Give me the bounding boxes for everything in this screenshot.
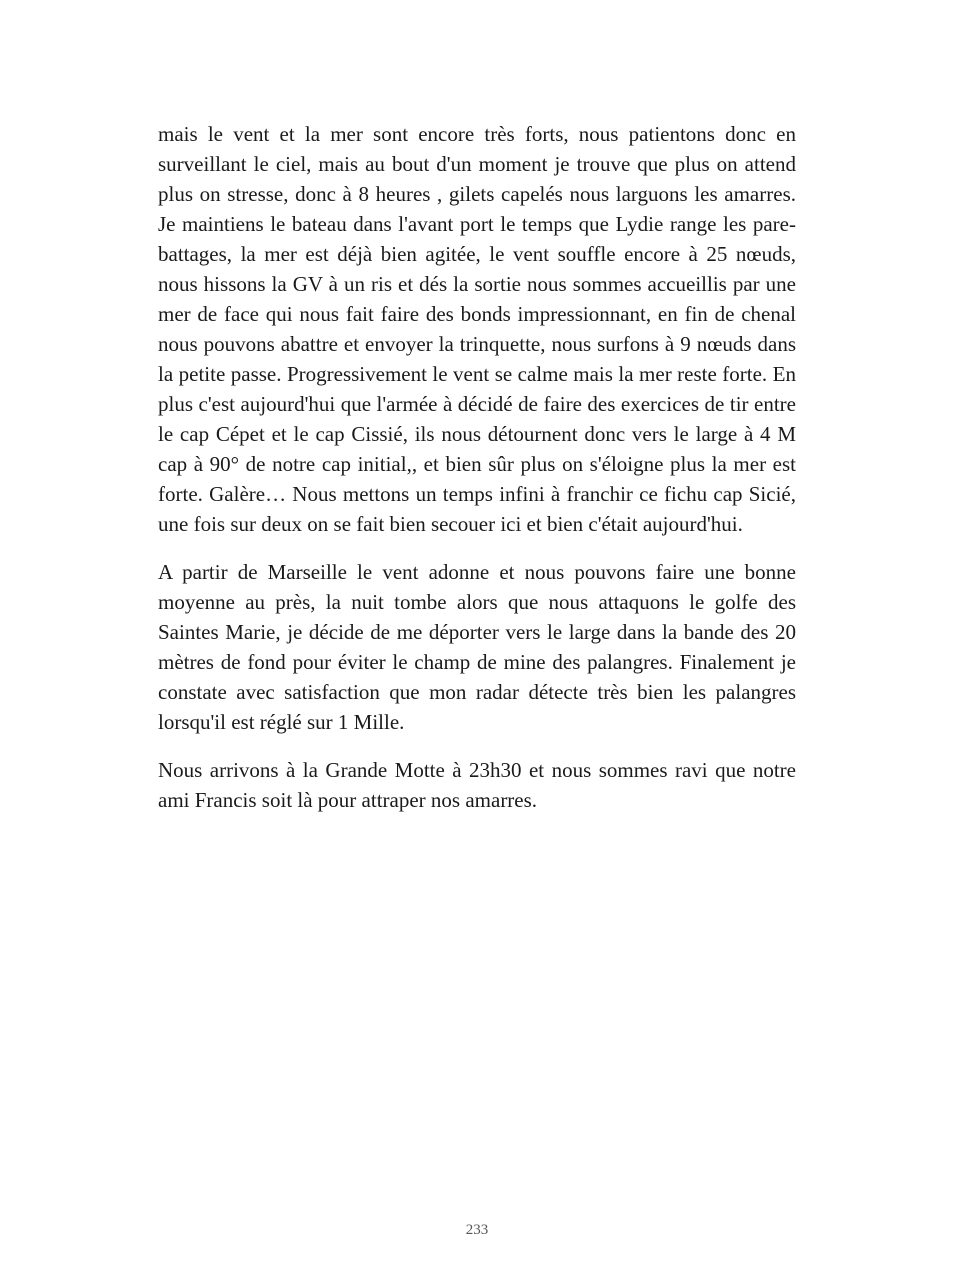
- body-text: [158, 119, 796, 833]
- page-number: 233: [465, 1222, 489, 1238]
- paragraph-3: Nous arrivons à la Grande Motte à 23h30 et nous sommes ravi que notre ami Francis soit là pour attraper nos amarres.: [158, 758, 796, 812]
- paragraph-2: A partir de Marseille le vent adonne et nous pouvons faire une bonne moyenne au près, la nuit tombe alors que nous attaquons le golfe des Saintes Marie, je décide de me déporter vers le large dans la bande des 20 mètres de fond pour éviter le champ de mine des palangres. Finalement je constate avec satisfaction que mon radar détecte très bien les palangres lorsqu'il est réglé sur 1 Mille.: [158, 560, 796, 734]
- paragraph-1: mais le vent et la mer sont encore très forts, nous patientons donc en surveillant le ciel, mais au bout d'un moment je trouve que plus on attend plus on stresse, donc à 8 heures , gilets capelés nous larguons les amarres. Je maintiens le bateau dans l'avant port le temps que Lydie range les pare-battages, la mer est déjà bien agitée, le vent souffle encore à 25 nœuds, nous hissons la GV à un ris et dés la sortie nous sommes accueillis par une mer de face qui nous fait faire des bonds impressionnant, en fin de chenal nous pouvons abattre et envoyer la trinquette, nous surfons à 9 nœuds dans la petite passe. Progressivement le vent se calme mais la mer reste forte. En plus c'est aujourd'hui que l'armée à décidé de faire des exercices de tir entre le cap Cépet et le cap Cissié, ils nous détournent donc vers le large à 4 M cap à 90° de notre cap initial,, et bien sûr plus on s'éloigne plus la mer est forte. Galère… Nous mettons un temps infini à franchir ce fichu cap Sicié, une fois sur deux on se fait bien secouer ici et bien c'était aujourd'hui.: [158, 122, 796, 536]
